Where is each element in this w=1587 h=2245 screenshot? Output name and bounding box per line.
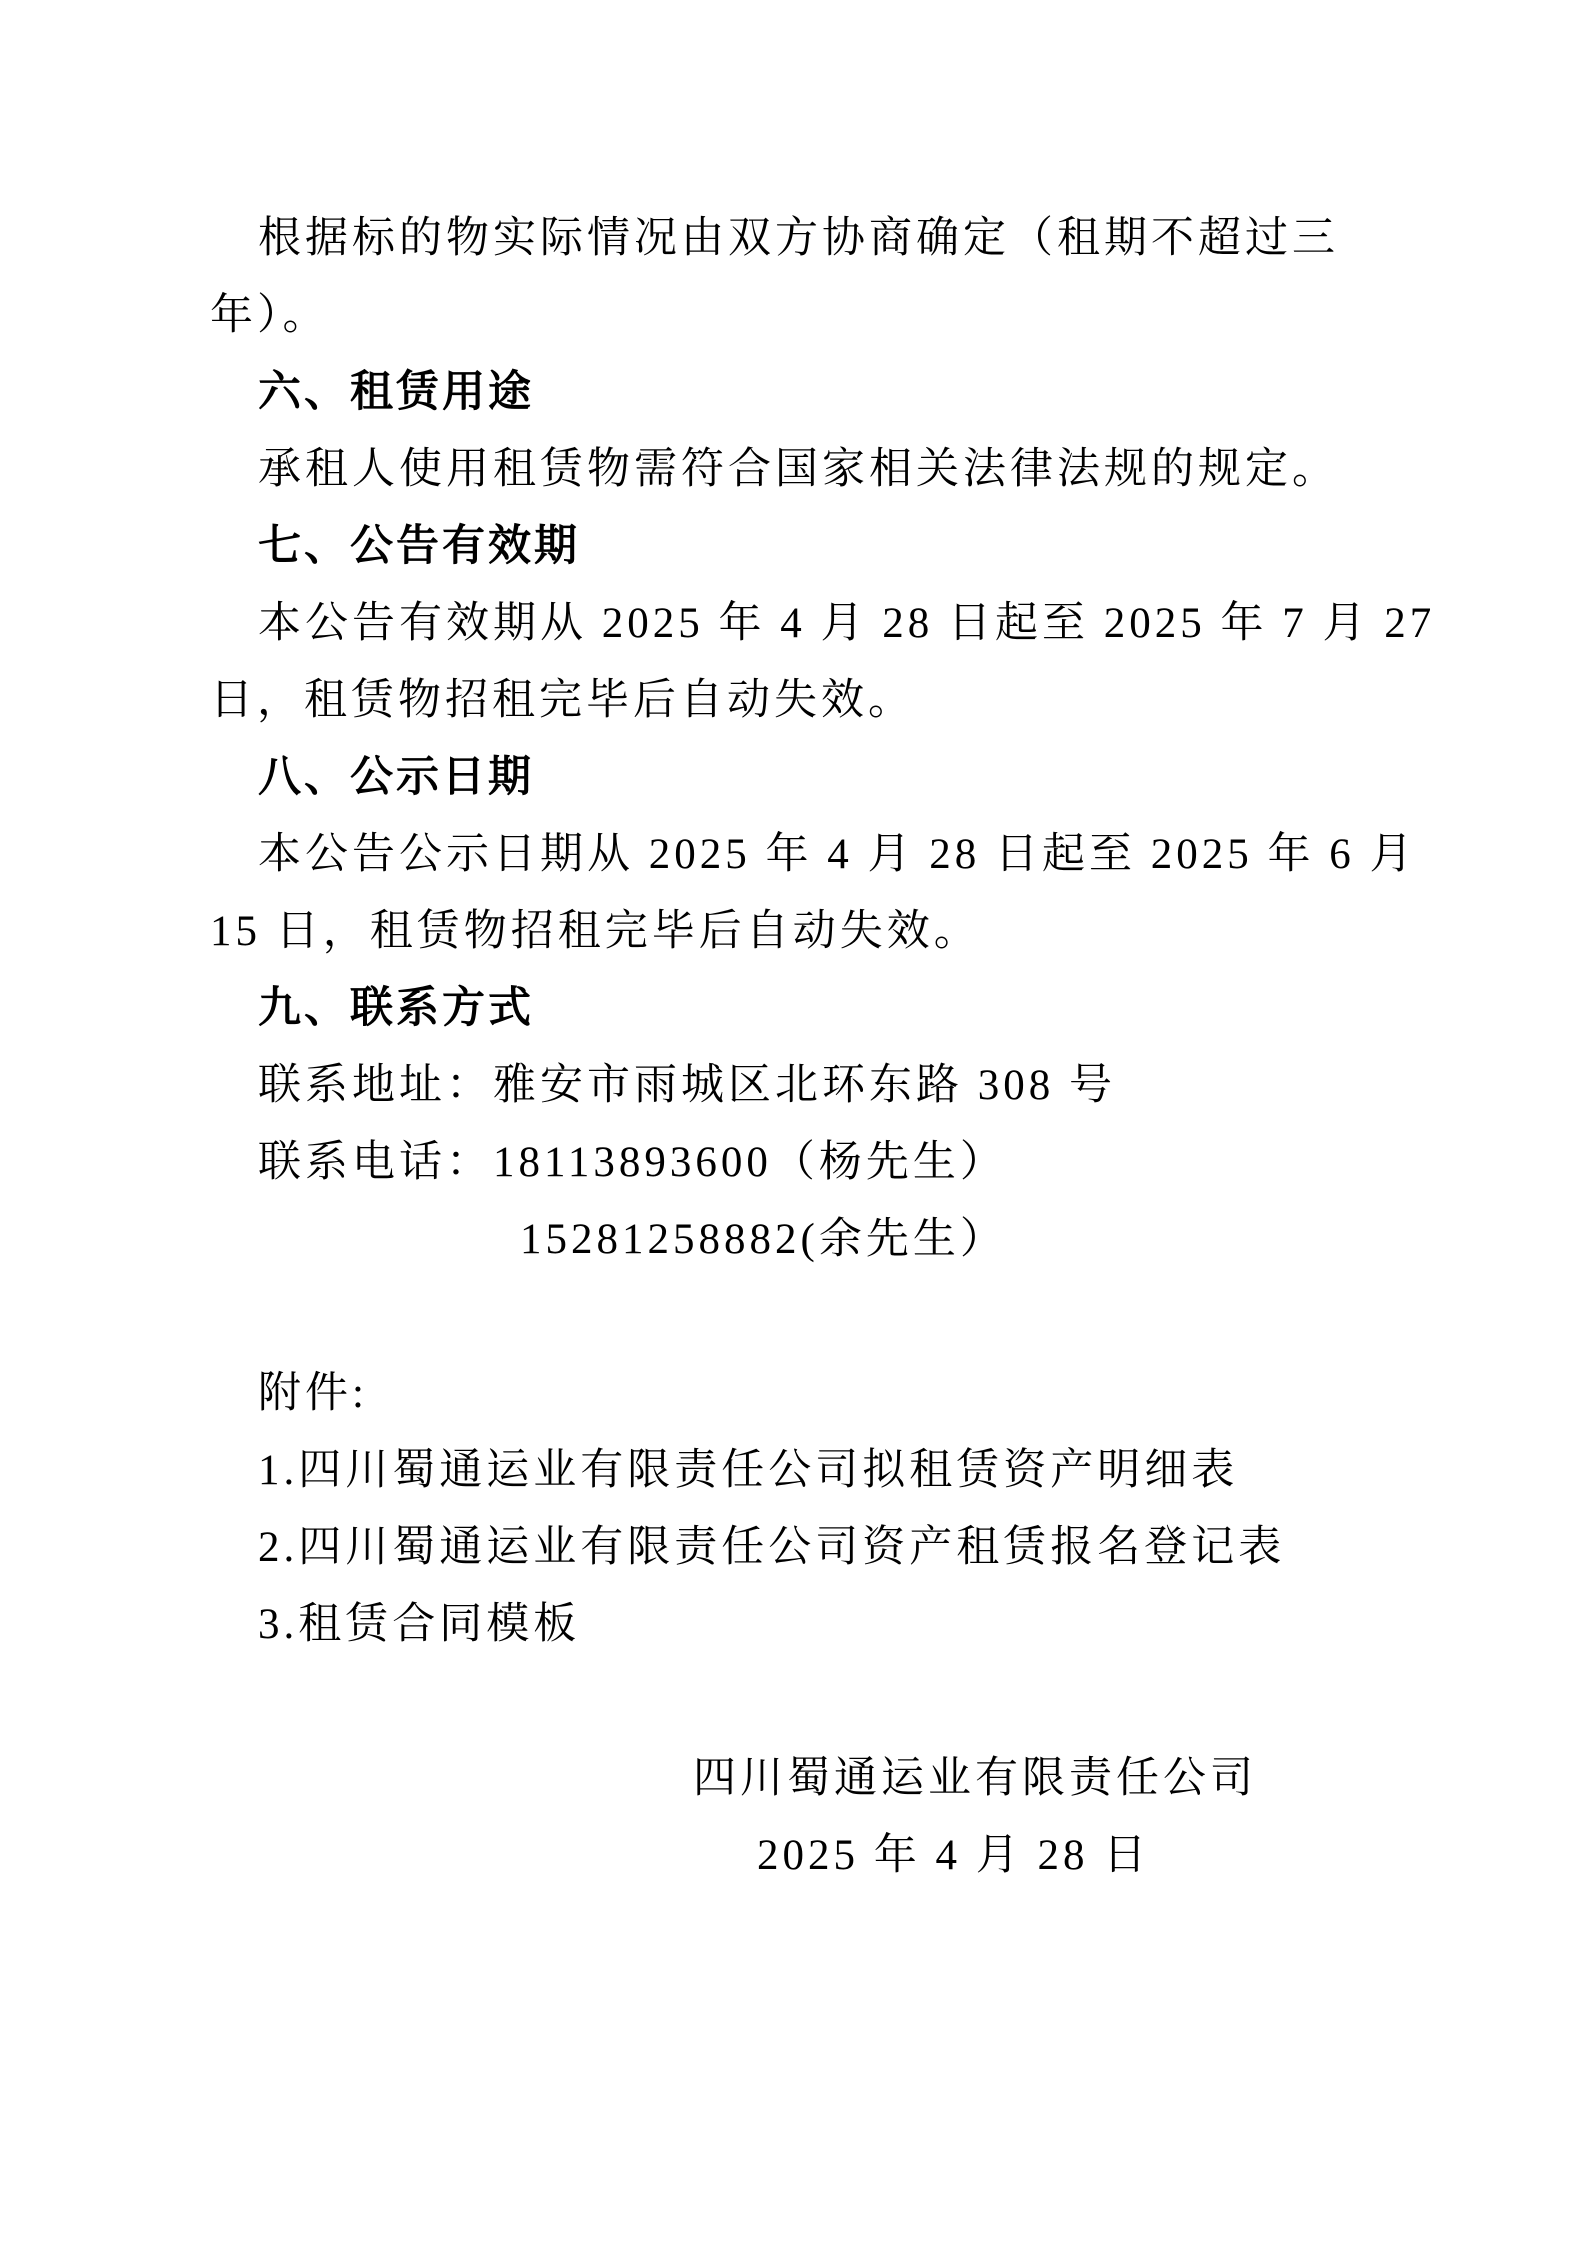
publicity-period-line-1: 本公告公示日期从 2025 年 4 月 28 日起至 2025 年 6 月 (258, 831, 1417, 878)
section-heading-announcement-validity: 七、公告有效期 (258, 522, 580, 570)
attachment-item-3: 3.租赁合同模板 (258, 1601, 581, 1648)
rental-purpose-paragraph: 承租人使用租赁物需符合国家相关法律法规的规定。 (258, 446, 1339, 493)
announcement-validity-line-1: 本公告有效期从 2025 年 4 月 28 日起至 2025 年 7 月 27 (258, 600, 1436, 647)
spacer (210, 1278, 1387, 1355)
contact-phone-line-2: 15281258882(余先生） (520, 1216, 1007, 1263)
contact-address-line: 联系地址：雅安市雨城区北环东路 308 号 (258, 1062, 1116, 1109)
publicity-period-line-2: 15 日，租赁物招租完毕后自动失效。 (210, 908, 981, 955)
attachment-item-2: 2.四川蜀通运业有限责任公司资产租赁报名登记表 (258, 1524, 1286, 1571)
announcement-validity-line-2: 日，租赁物招租完毕后自动失效。 (210, 677, 915, 724)
section-heading-rental-purpose: 六、租赁用途 (258, 368, 534, 416)
carryover-paragraph-line-2: 年）。 (210, 292, 330, 339)
signature-company: 四川蜀通运业有限责任公司 (693, 1755, 1257, 1802)
spacer (210, 1663, 1387, 1740)
attachment-item-1: 1.四川蜀通运业有限责任公司拟租赁资产明细表 (258, 1447, 1239, 1494)
attachments-label: 附件: (258, 1370, 368, 1417)
section-heading-contact-info: 九、联系方式 (258, 984, 534, 1032)
signature-date: 2025 年 4 月 28 日 (757, 1832, 1151, 1879)
carryover-paragraph-line-1: 根据标的物实际情况由双方协商确定（租期不超过三 (258, 215, 1339, 262)
contact-phone-line-1: 联系电话：18113893600（杨先生） (258, 1139, 1007, 1186)
section-heading-publicity-period: 八、公示日期 (258, 753, 534, 801)
